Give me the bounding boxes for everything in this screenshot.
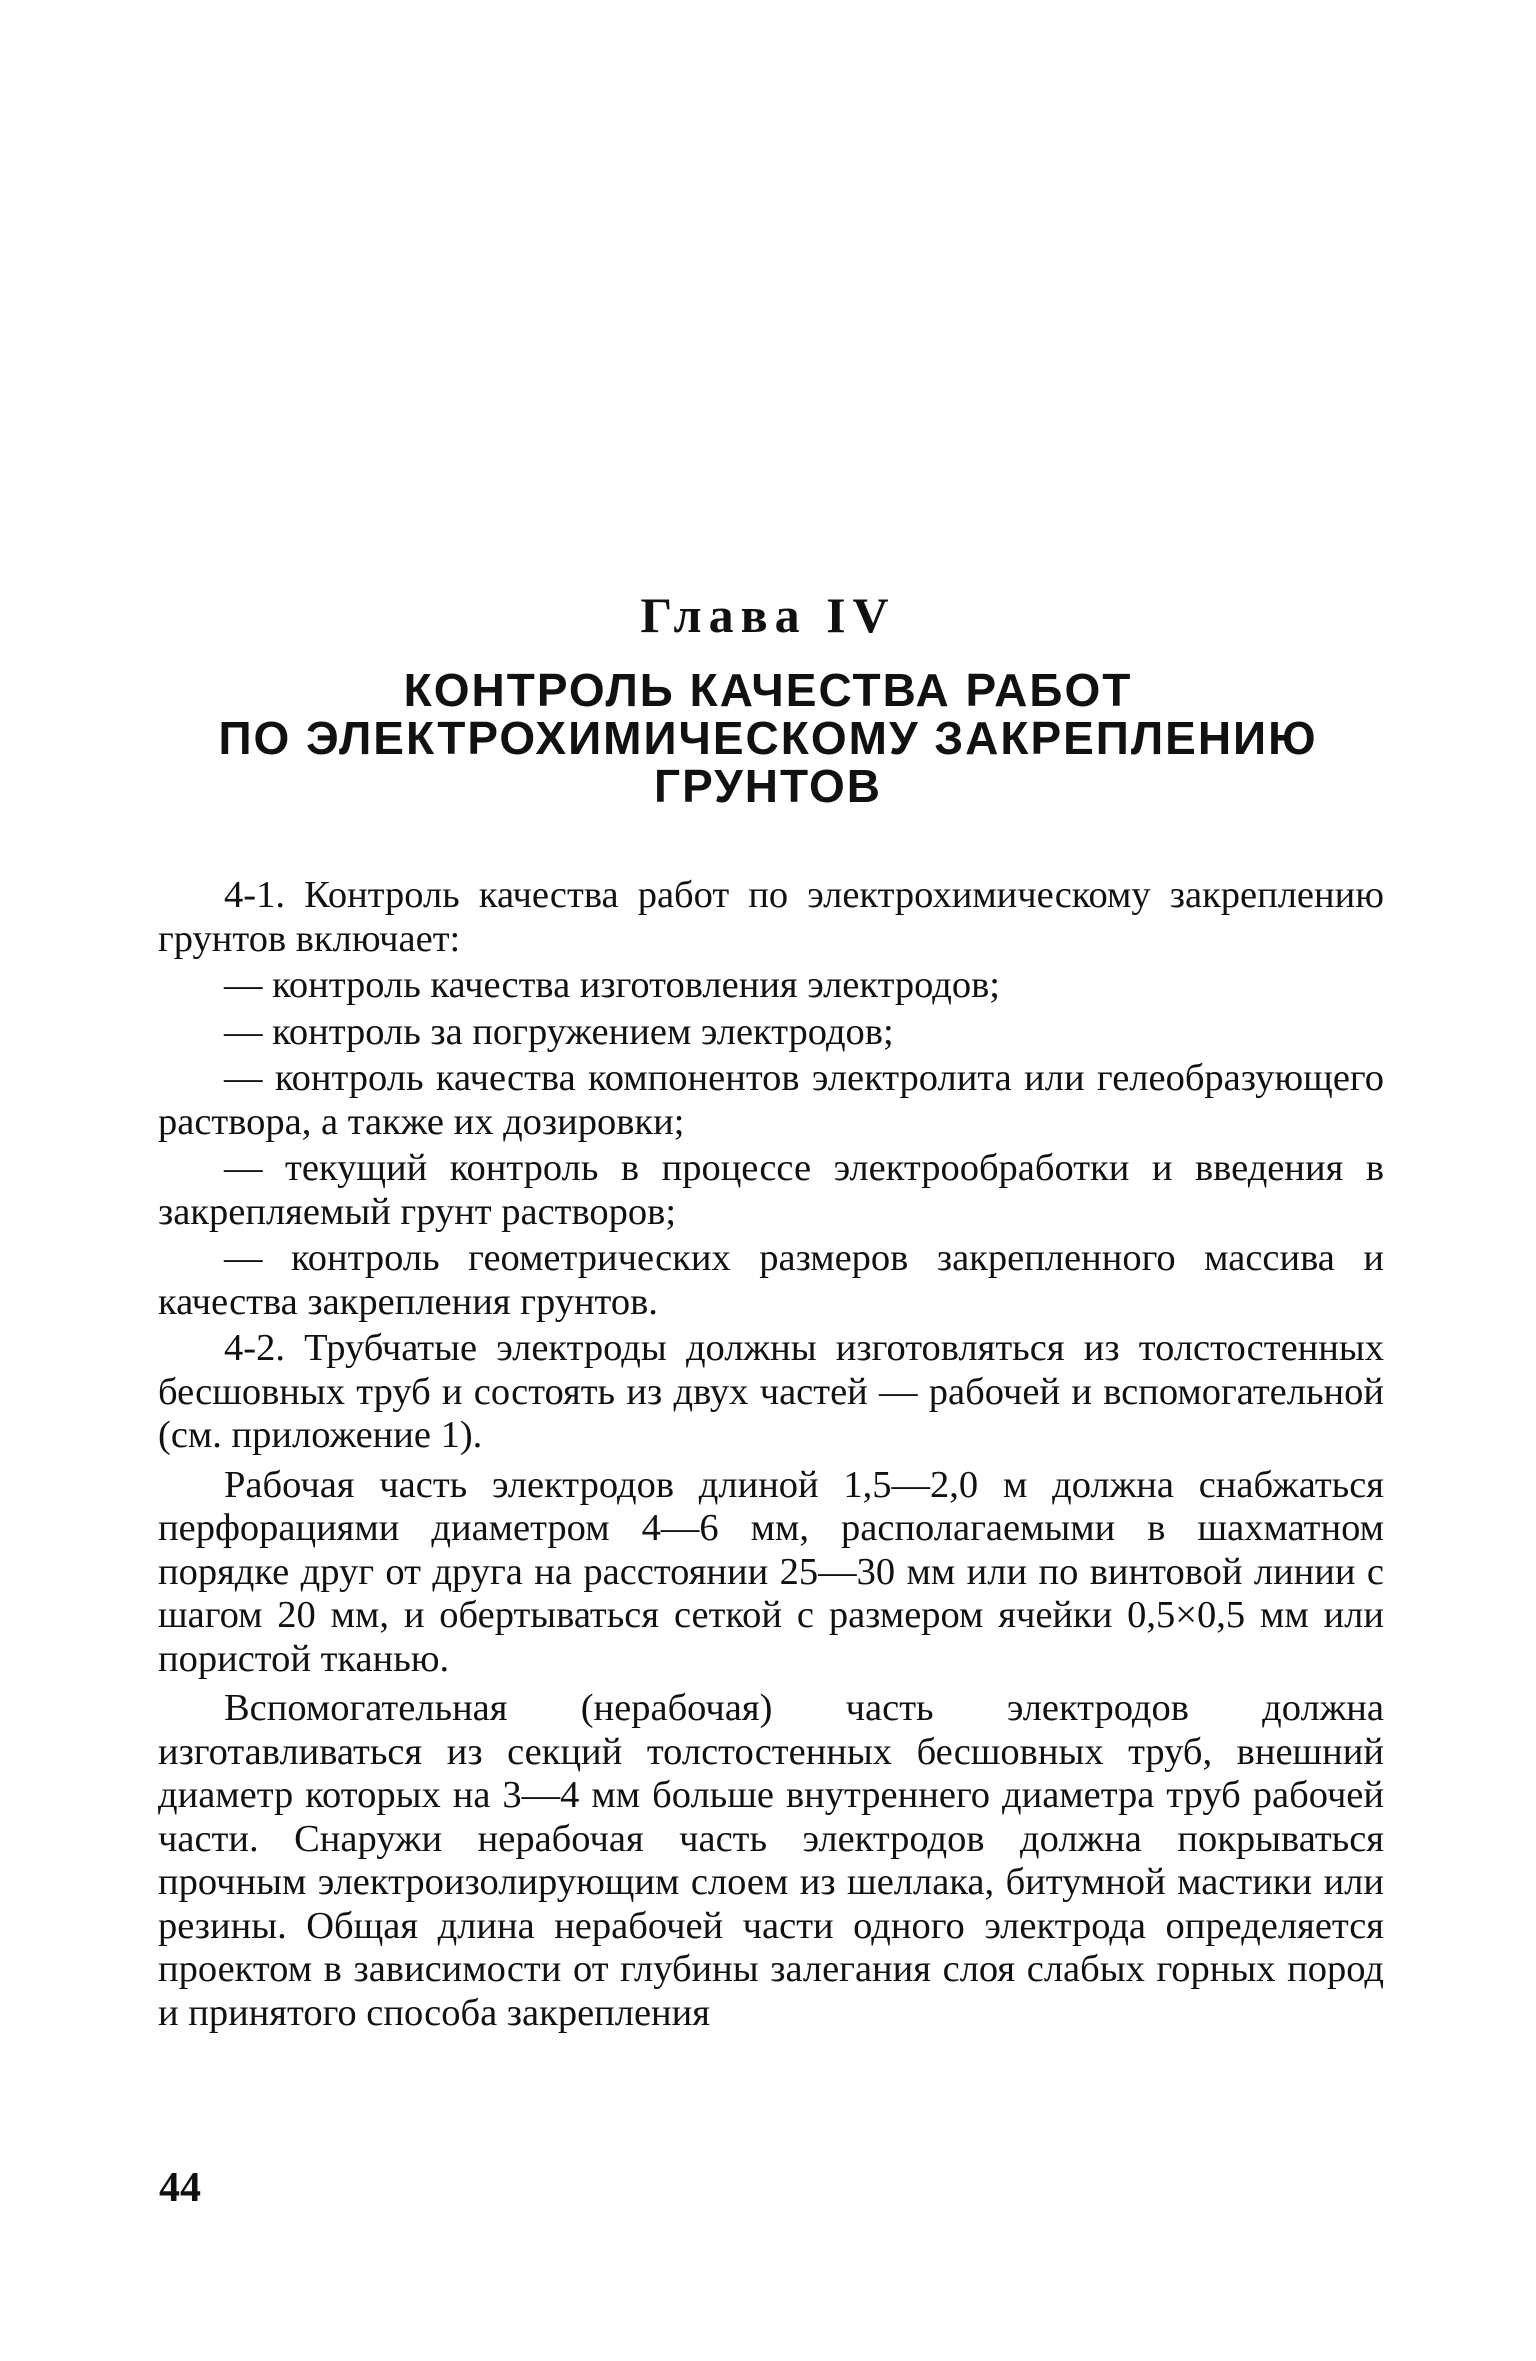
- paragraph-auxiliary-part: Вспомогательная (нерабочая) часть электродов должна изготавливаться из секций толстостенных бесшовных труб, внешний диаметр которых на 3—4 мм больше внутреннего диаметра труб рабочей части. Снаружи нерабочая часть электродов должна покрываться прочным электроизолирующим слоем из шеллака, битумной мастики или резины. Общая длина нерабочей части одного электрода определяется проектом в зависимости от глубины залегания слоя слабых горных пород и принятого способа закрепления: [158, 1687, 1384, 2034]
- chapter-title-line: КОНТРОЛЬ КАЧЕСТВА РАБОТ: [403, 664, 1133, 716]
- chapter-title-line: ГРУНТОВ: [654, 760, 882, 812]
- paragraph-4-1: 4-1. Контроль качества работ по электрохимическому закреплению грунтов включает:: [158, 874, 1384, 960]
- list-item: — контроль геометрических размеров закрепленного массива и качества закрепления грунтов.: [158, 1237, 1384, 1323]
- body-text: [158, 874, 1384, 2038]
- list-item: — контроль качества изготовления электродов;: [224, 964, 1000, 1006]
- paragraph-working-part: Рабочая часть электродов длиной 1,5—2,0 м должна снабжаться перфорациями диаметром 4—6 мм, располагаемыми в шахматном порядке друг от друга на расстоянии 25—30 мм или по винтовой линии с шагом 20 мм, и обертываться сеткой с размером ячейки 0,5×0,5 мм или пористой тканью.: [158, 1463, 1384, 1680]
- list-item: — контроль качества компонентов электролита или гелеобразующего раствора, а также их дозировки;: [158, 1057, 1384, 1143]
- list-item: — контроль за погружением электродов;: [224, 1010, 894, 1053]
- list-item: — текущий контроль в процессе электрообработки и введения в закрепляемый грунт растворов;: [158, 1147, 1384, 1233]
- chapter-title-line: ПО ЭЛЕКТРОХИМИЧЕСКОМУ ЗАКРЕПЛЕНИЮ: [218, 712, 1318, 764]
- page-number: 44: [159, 2165, 201, 2211]
- paragraph-4-2: 4-2. Трубчатые электроды должны изготовляться из толстостенных бесшовных труб и состоять из двух частей — рабочей и вспомогательной (см. приложение 1).: [158, 1327, 1384, 1456]
- chapter-label: Глава IV: [640, 587, 896, 643]
- chapter-title: [0, 666, 1536, 810]
